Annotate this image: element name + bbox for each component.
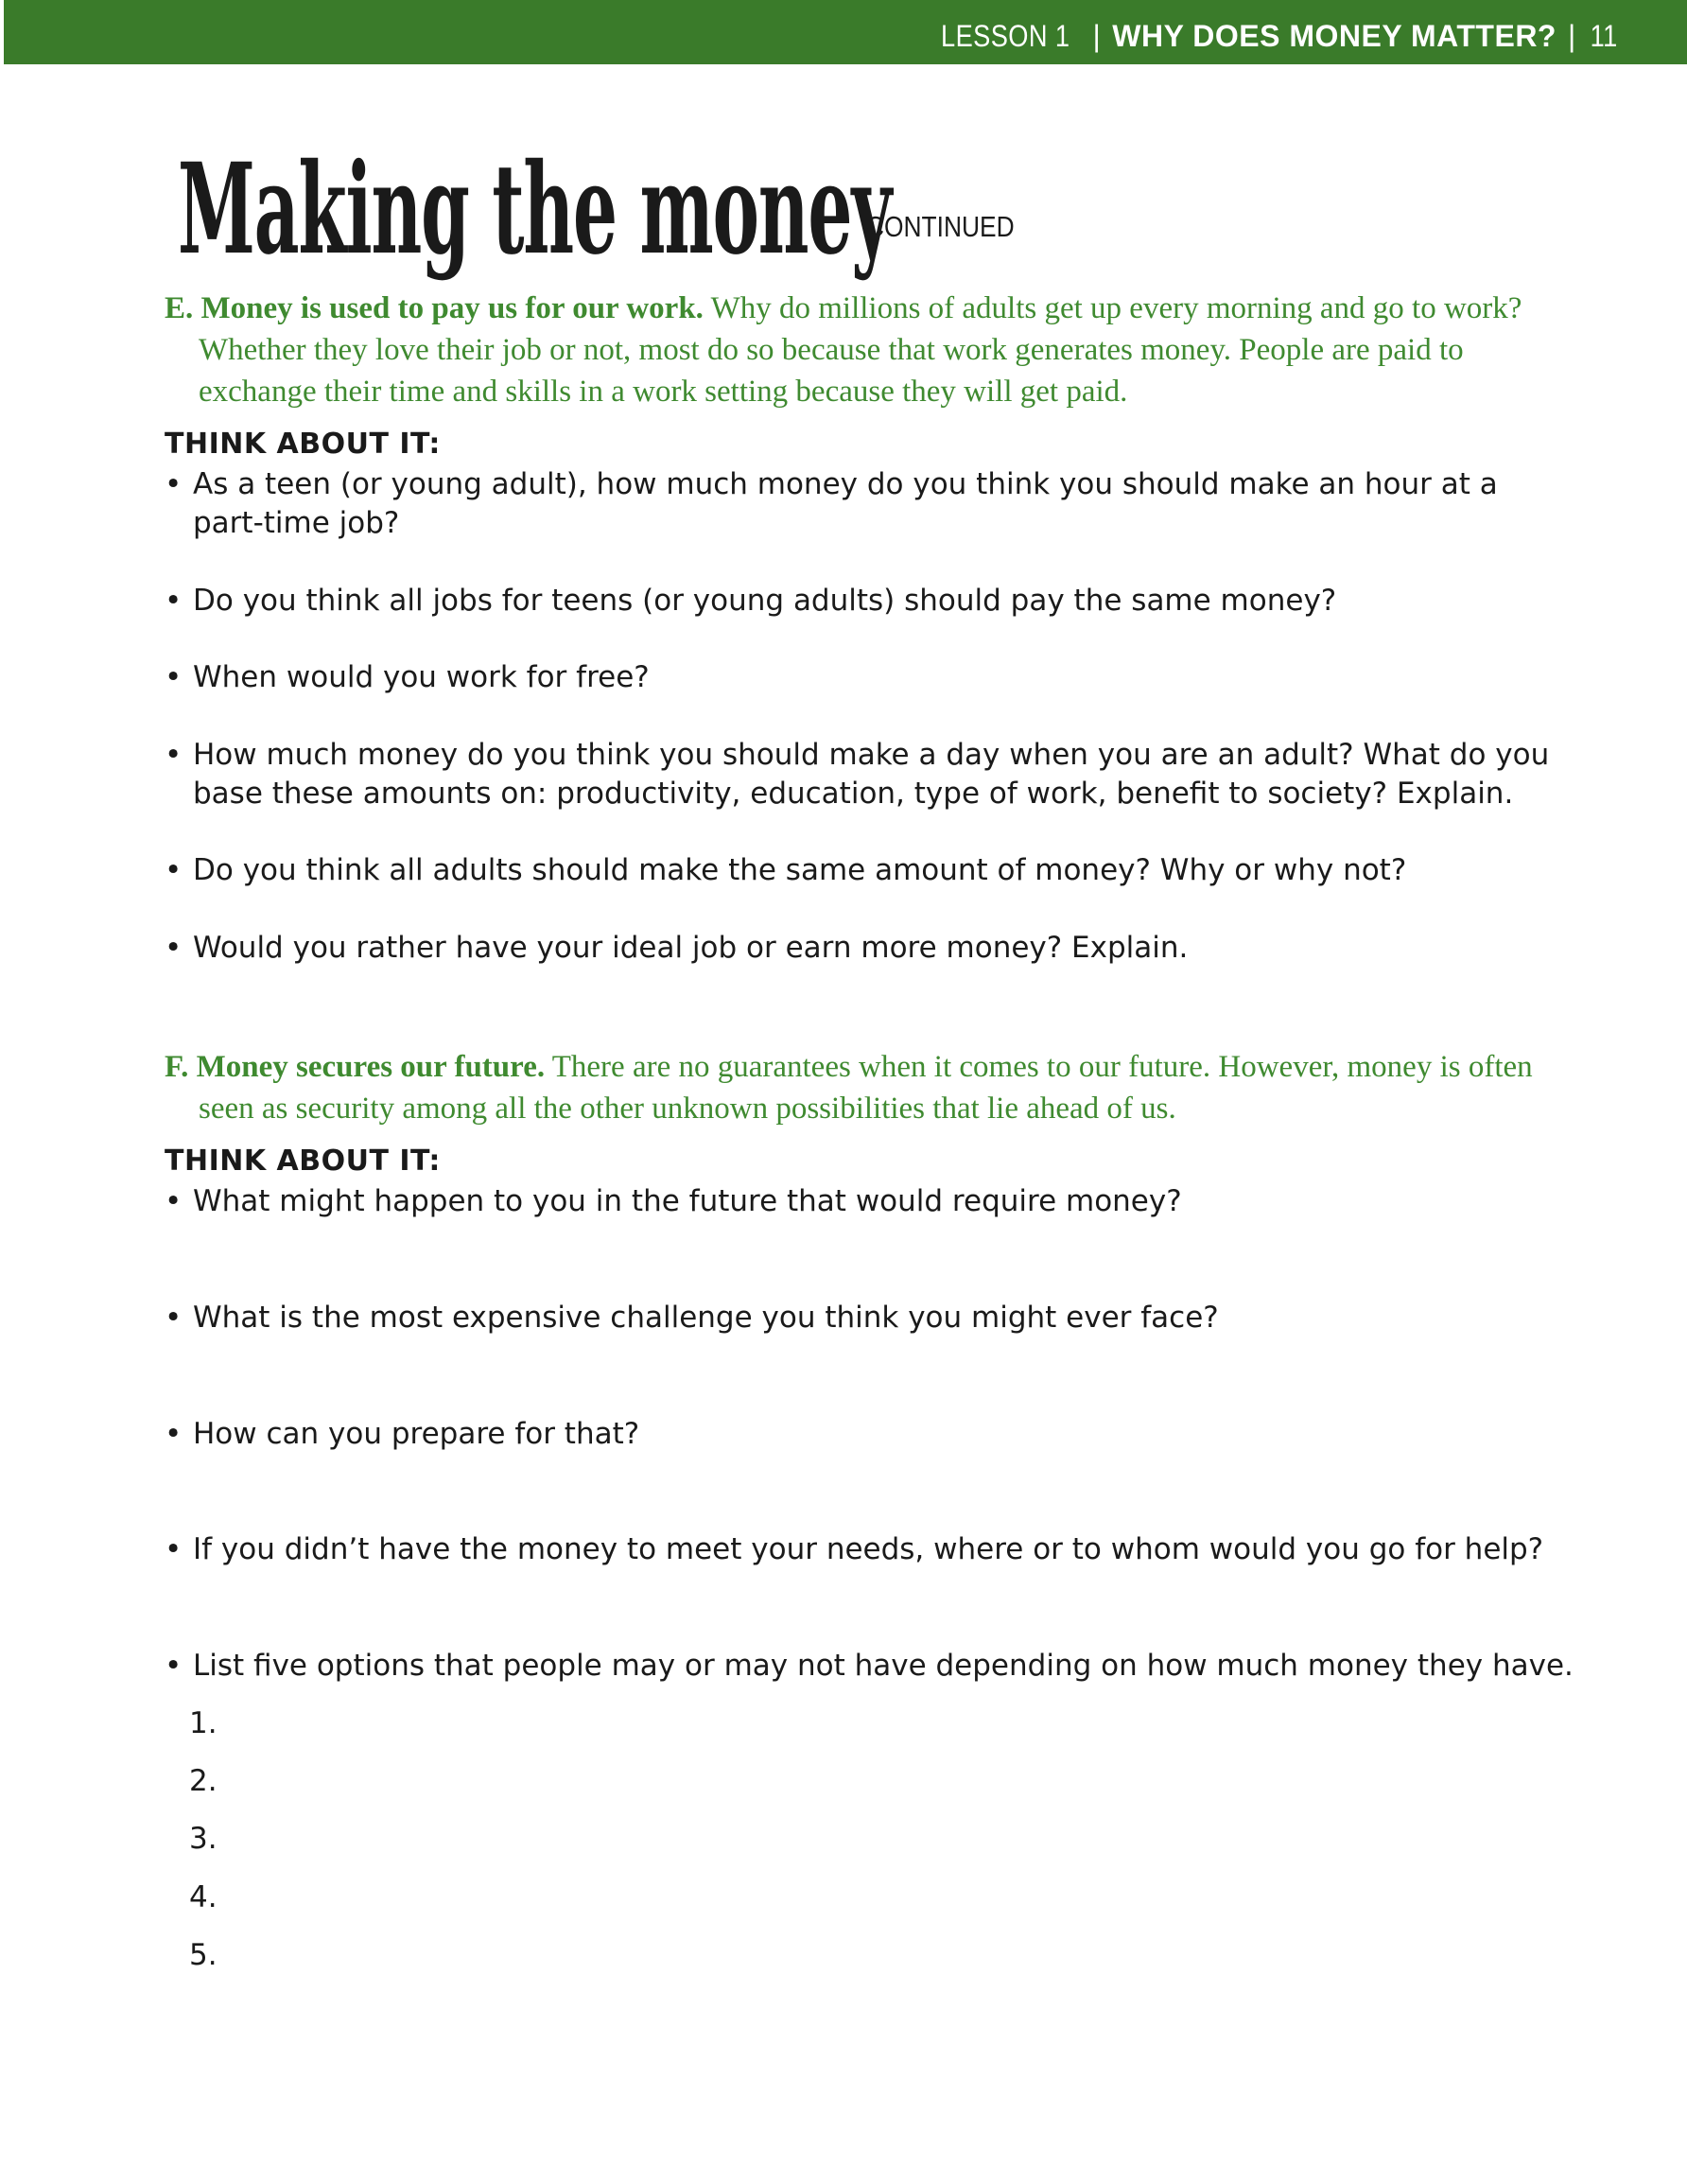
question-text: As a teen (or young adult), how much money do you think you should make an hour at a part-time job?: [193, 467, 1498, 540]
header-separator: |: [1092, 19, 1102, 53]
question-text: If you didn’t have the money to meet your needs, where or to whom would you go for help?: [193, 1532, 1544, 1566]
section-f-think-heading: THINK ABOUT IT:: [165, 1144, 441, 1178]
question-text: What is the most expensive challenge you think you might ever face?: [193, 1301, 1219, 1335]
bullet: •: [165, 1301, 183, 1335]
bullet: •: [165, 660, 183, 694]
header-separator-2: |: [1567, 19, 1576, 53]
bullet: •: [165, 931, 183, 965]
bullet: •: [165, 1532, 183, 1566]
section-f-question-4: [165, 1530, 1574, 1569]
question-text: Would you rather have your ideal job or earn more money? Explain.: [193, 931, 1189, 965]
question-text: Do you think all jobs for teens (or young adults) should pay the same money?: [193, 584, 1337, 618]
section-e-question-6: [165, 929, 1574, 968]
section-f-question-1: [165, 1182, 1574, 1221]
bullet: •: [165, 467, 183, 501]
question-text: Do you think all adults should make the same amount of money? Why or why not?: [193, 853, 1407, 887]
section-f-intro: [165, 1046, 1579, 1129]
page-number: 11: [1590, 19, 1618, 53]
question-text: What might happen to you in the future that would require money?: [193, 1184, 1182, 1218]
section-e-body: Why do millions of adults get up every morning and go to work? Whether they love their job or not, most do so because that work generates money. People are paid to exchange their time and skills in a work setting because they will get paid.: [199, 291, 1522, 409]
section-f-question-2: [165, 1299, 1574, 1337]
section-e-think-heading: THINK ABOUT IT:: [165, 428, 441, 461]
answer-line-1[interactable]: 1.: [189, 1706, 217, 1740]
section-e-question-2: [165, 582, 1574, 620]
page-title-continued: CONTINUED: [866, 210, 1015, 243]
question-text: List five options that people may or may not have depending on how much money they have.: [193, 1649, 1574, 1683]
section-e-intro: [165, 288, 1579, 412]
bullet: •: [165, 1184, 183, 1218]
section-f-lead: F. Money secures our future.: [165, 1050, 546, 1084]
question-text: When would you work for free?: [193, 660, 650, 694]
section-e-question-1: [165, 465, 1574, 543]
answer-line-4[interactable]: 4.: [189, 1880, 217, 1914]
running-header: [930, 17, 1620, 55]
question-text: How can you prepare for that?: [193, 1417, 640, 1451]
bullet: •: [165, 1649, 183, 1683]
answer-line-2[interactable]: 2.: [189, 1764, 217, 1798]
section-f-body: There are no guarantees when it comes to our future. However, money is often seen as security among all the other unknown possibilities that lie ahead of us.: [199, 1050, 1533, 1126]
page-title: [178, 112, 1452, 283]
header-title: WHY DOES MONEY MATTER?: [1112, 19, 1557, 53]
header-lesson: LESSON 1: [940, 19, 1070, 53]
bullet: •: [165, 853, 183, 887]
page-title-main: Making the money: [178, 136, 892, 283]
answer-line-5[interactable]: 5.: [189, 1938, 217, 1972]
section-e-question-4: [165, 736, 1574, 813]
section-e-question-5: [165, 851, 1574, 890]
section-f-question-3: [165, 1415, 1574, 1454]
bullet: •: [165, 1417, 183, 1451]
section-e-question-3: [165, 658, 1574, 697]
answer-line-3[interactable]: 3.: [189, 1822, 217, 1856]
section-e-lead: E. Money is used to pay us for our work.: [165, 291, 704, 325]
bullet: •: [165, 738, 183, 772]
bullet: •: [165, 584, 183, 618]
question-text: How much money do you think you should make a day when you are an adult? What do you base these amounts on: productivity, education, type of work, benefit to society? Explain.: [193, 738, 1550, 811]
section-f-question-5: [165, 1647, 1574, 1686]
